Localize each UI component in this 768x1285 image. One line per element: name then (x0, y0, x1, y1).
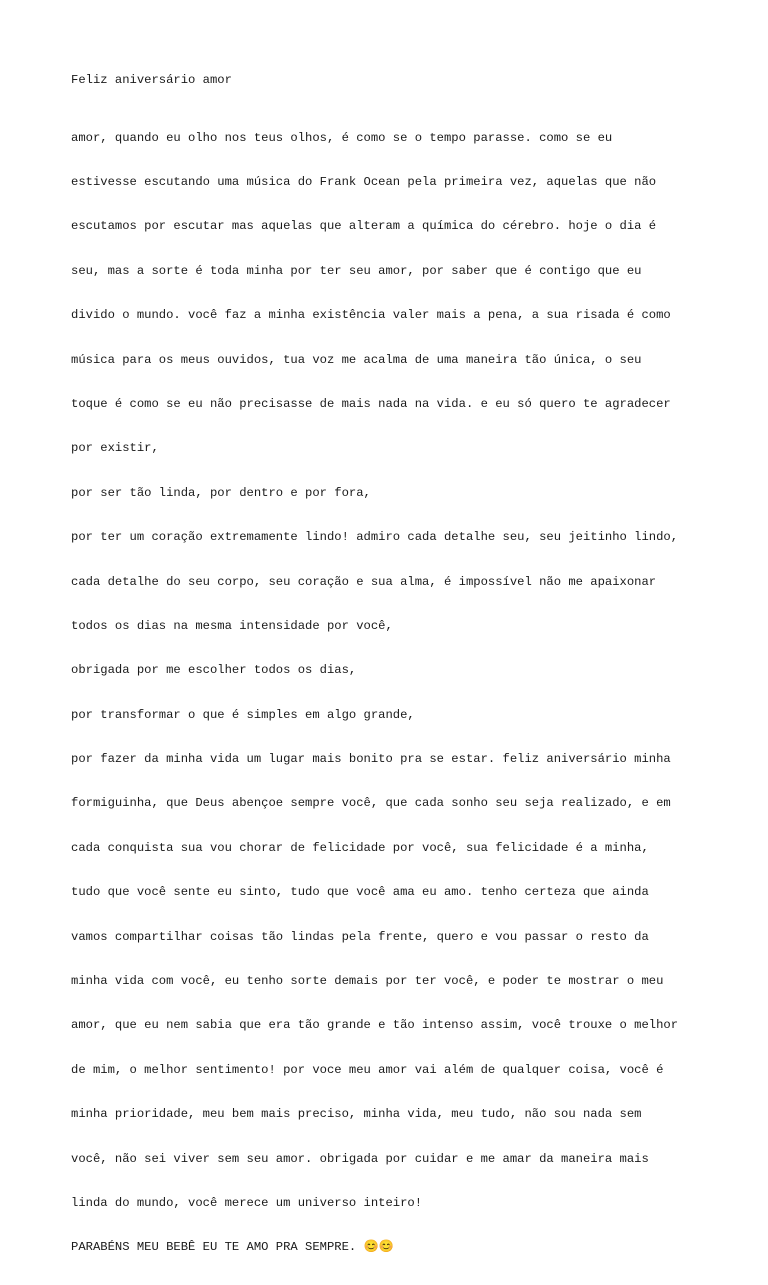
closing-line: PARABÉNS MEU BEBÊ EU TE AMO PRA SEMPRE. 😊😊 (71, 1240, 394, 1255)
body-line: minha prioridade, meu bem mais preciso, minha vida, meu tudo, não sou nada sem (71, 1107, 642, 1122)
body-line: por ser tão linda, por dentro e por fora, (71, 485, 371, 500)
body-line: tudo que você sente eu sinto, tudo que você ama eu amo. tenho certeza que ainda (71, 885, 649, 900)
body-line: vamos compartilhar coisas tão lindas pela frente, quero e vou passar o resto da (71, 929, 649, 944)
body-line: por transformar o que é simples em algo grande, (71, 707, 415, 722)
body-line: por ter um coração extremamente lindo! admiro cada detalhe seu, seu jeitinho lindo, (71, 530, 679, 545)
body-line: divido o mundo. você faz a minha existência valer mais a pena, a sua risada é como (71, 308, 671, 323)
body-line: amor, que eu nem sabia que era tão grande e tão intenso assim, você trouxe o melhor (71, 1018, 679, 1033)
body-line: de mim, o melhor sentimento! por voce meu amor vai além de qualquer coisa, você é (71, 1062, 664, 1077)
body-line: toque é como se eu não precisasse de mais nada na vida. e eu só quero te agradecer (71, 396, 671, 411)
body-line: formiguinha, que Deus abençoe sempre você, que cada sonho seu seja realizado, e em (71, 796, 671, 811)
body-line: estivesse escutando uma música do Frank Ocean pela primeira vez, aquelas que não (71, 174, 657, 189)
body-line: você, não sei viver sem seu amor. obrigada por cuidar e me amar da maneira mais (71, 1151, 649, 1166)
body-line: linda do mundo, você merece um universo inteiro! (71, 1195, 423, 1210)
body-line: amor, quando eu olho nos teus olhos, é como se o tempo parasse. como se eu (71, 130, 613, 145)
body-line: por fazer da minha vida um lugar mais bonito pra se estar. feliz aniversário minha (71, 752, 671, 767)
body-line: cada detalhe do seu corpo, seu coração e sua alma, é impossível não me apaixonar (71, 574, 657, 589)
body-line: obrigada por me escolher todos os dias, (71, 663, 357, 678)
document-title: Feliz aniversário amor (71, 73, 232, 87)
document-body (71, 101, 678, 1285)
body-line: cada conquista sua vou chorar de felicidade por você, sua felicidade é a minha, (71, 840, 649, 855)
body-line: todos os dias na mesma intensidade por você, (71, 618, 393, 633)
body-line: seu, mas a sorte é toda minha por ter seu amor, por saber que é contigo que eu (71, 263, 642, 278)
body-line: por existir, (71, 441, 159, 456)
body-line: música para os meus ouvidos, tua voz me acalma de uma maneira tão única, o seu (71, 352, 642, 367)
body-line: escutamos por escutar mas aquelas que alteram a química do cérebro. hoje o dia é (71, 219, 657, 234)
body-line: minha vida com você, eu tenho sorte demais por ter você, e poder te mostrar o meu (71, 974, 664, 989)
